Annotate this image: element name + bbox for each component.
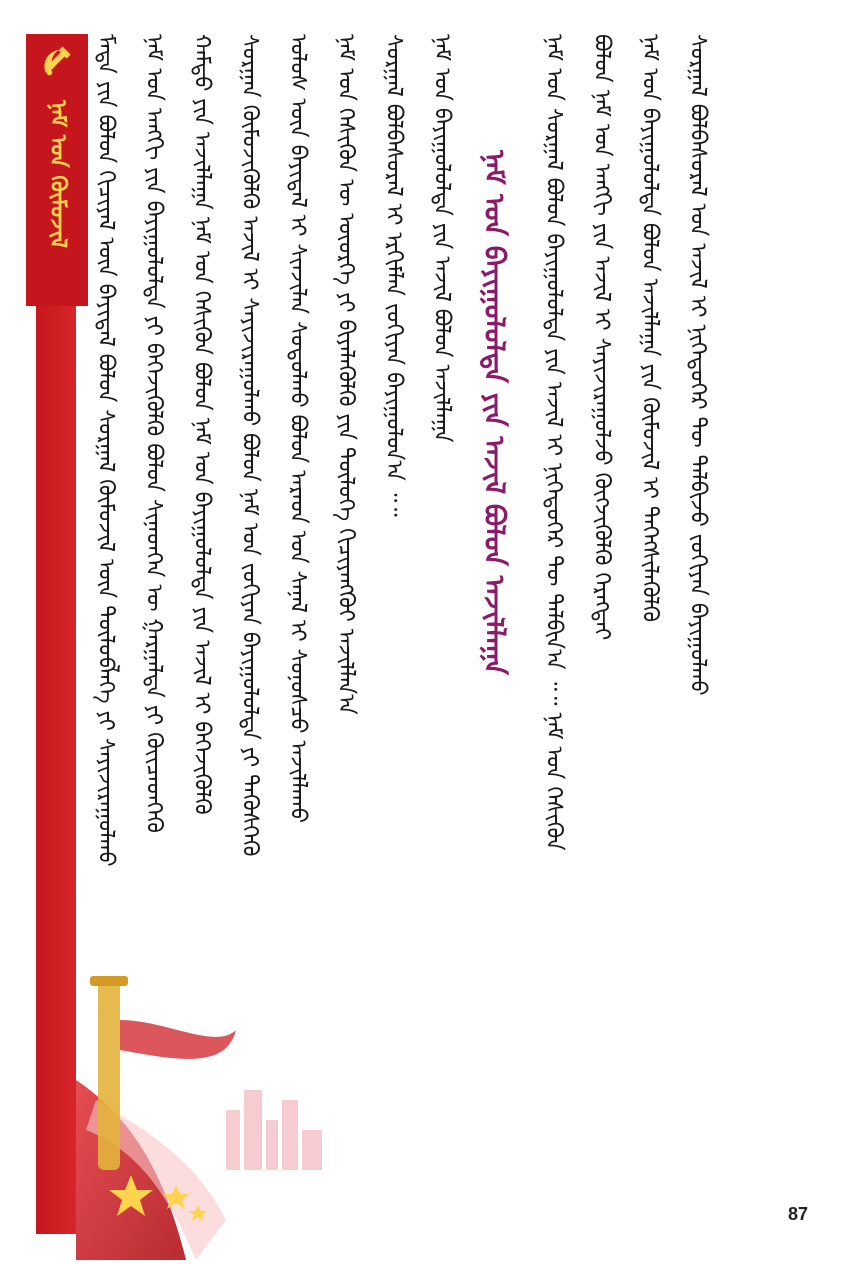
section-heading: ᠨᠠᠮ ᠤᠨ ᠪᠠᠶᠢᠭᠤᠯᠤᠯᠲᠠ ᠶᠢᠨ ᠠᠵᠢᠯ ᠪᠣᠯᠣᠨ ᠠᠵᠢᠯᠯᠠᠭᠠ (478, 150, 511, 675)
page-number: 87 (788, 1204, 809, 1224)
text-column-11: ᠨᠠᠮ ᠤᠨ ᠪᠠᠶᠢᠭᠤᠯᠤᠯᠲᠠ ᠪᠣᠯᠣᠨ ᠠᠵᠢᠯᠯᠠᠭᠠ ᠶᠢᠨ ᠬᠦᠮᠦᠵᠢᠯ ᠢ ᠳᠡᠭᠡᠭᠰᠢᠯᠡᠭᠦᠯᠬᠦ (637, 34, 662, 623)
chapter-title: ᠨᠠᠮ ᠤᠨ ᠬᠦᠮᠦᠵᠢᠯ (45, 100, 70, 249)
text-column-9: ᠨᠠᠮ ᠤᠨ ᠰᠤᠷᠭᠠᠯ ᠪᠣᠯᠣᠨ ᠪᠠᠶᠢᠭᠤᠯᠤᠯᠲᠠ ᠶᠢᠨ ᠠᠵᠢᠯ ᠢ ᠨᠢᠭᠡᠳᠦᠭᠡᠷ ᠲᠦ ᠲᠠᠯᠪᠢᠨ᠎ᠠ ᠃᠃ ᠨᠠᠮ ᠤᠨ ᠭᠡᠰᠢᠭᠦᠨ (541, 34, 566, 851)
text-column-4: ᠰᠤᠷᠭᠠᠨ ᠬᠥᠮᠦᠵᠢᠭᠦᠯᠬᠦ ᠠᠵᠢᠯ ᠢ ᠰᠠᠶᠢᠵᠢᠷᠠᠭᠤᠯᠬᠤ ᠪᠣᠯᠣᠨ ᠨᠠᠮ ᠤᠨ ᠵᠣᠬᠢᠶᠠᠨ ᠪᠠᠶᠢᠭᠤᠯᠤᠯᠲᠠ ᠶᠢ ᠲᠡᠭᠦᠰᠬᠡᠬᠦ (237, 34, 262, 857)
text-column-1: ᠮᠡᠳᠡ ᠶᠢᠨ ᠪᠣᠯᠣᠨ ᠬᠢᠴᠢᠶᠡᠯ ᠦᠨ ᠪᠠᠶᠢᠳᠠᠯ ᠪᠣᠯᠤᠨ ᠰᠤᠷᠭᠠᠯ ᠬᠦᠮᠦᠵᠢᠯ ᠦᠨ ᠲᠥᠯᠦᠪᠯᠡᠭᠡ ᠶᠢ ᠰᠠᠶᠢᠵᠢᠷᠠᠭᠤᠯᠬᠤ (93, 34, 118, 867)
hammer-sickle-icon (38, 44, 76, 82)
text-column-10: ᠪᠣᠯᠣᠨ ᠨᠠᠮ ᠤᠨ ᠠᠩᠭᠢ ᠶᠢᠨ ᠠᠵᠢᠯ ᠢ ᠰᠠᠶᠢᠵᠢᠷᠠᠭᠤᠯᠵᠤ ᠬᠥᠭᠵᠢᠭᠦᠯᠬᠦ ᠬᠡᠷᠡᠭᠲᠡᠢ (589, 34, 614, 641)
text-column-7: ᠰᠤᠷᠭᠠᠯ ᠪᠣᠯᠪᠠᠰᠤᠷᠠᠯ ᠢ ᠡᠷᠬᠢᠮᠯᠡᠨ ᠵᠣᠬᠢᠶᠠᠨ ᠪᠠᠶᠢᠭᠤᠯᠤᠨ᠎ᠠ ᠃᠃ (381, 34, 406, 517)
text-column-8: ᠨᠠᠮ ᠤᠨ ᠪᠠᠶᠢᠭᠤᠯᠤᠯᠲᠠ ᠶᠢᠨ ᠠᠵᠢᠯ ᠪᠣᠯᠣᠨ ᠠᠵᠢᠯᠯᠠᠭᠠ (429, 34, 454, 443)
chapter-badge (26, 34, 88, 306)
text-column-3: ᠬᠠᠮᠲᠤ ᠶᠢᠨ ᠠᠵᠢᠯᠯᠠᠭᠠ ᠨᠠᠮ ᠤᠨ ᠭᠡᠰᠢᠭᠦᠨ ᠪᠣᠯᠣᠨ ᠨᠠᠮ ᠤᠨ ᠪᠠᠶᠢᠭᠤᠯᠤᠯᠲᠠ ᠶᠢᠨ ᠠᠵᠢᠯ ᠢ ᠪᠡᠬᠡᠵᠢᠭᠦᠯᠬᠦ (189, 34, 214, 815)
text-column-12: ᠰᠤᠷᠭᠠᠯ ᠪᠣᠯᠪᠠᠰᠤᠷᠠᠯ ᠤᠨ ᠠᠵᠢᠯ ᠢ ᠨᠢᠭᠡᠳᠦᠭᠡᠷ ᠲᠦ ᠲᠠᠯᠪᠢᠵᠤ ᠵᠣᠬᠢᠶᠠᠨ ᠪᠠᠶᠢᠭᠤᠯᠬᠤ (685, 34, 710, 696)
text-column-5: ᠤᠯᠤᠰ ᠦᠨ ᠪᠠᠶᠢᠳᠠᠯ ᠢ ᠰᠢᠨᠵᠢᠯᠡᠨ ᠰᠤᠳᠤᠯᠬᠤ ᠪᠣᠯᠣᠨ ᠠᠷᠠᠳ ᠤᠨ ᠰᠠᠨᠠᠯ ᠢ ᠰᠣᠨᠣᠰᠴᠤ ᠠᠵᠢᠯᠯᠠᠬᠤ (285, 34, 310, 823)
text-column-6: ᠨᠠᠮ ᠤᠨ ᠭᠡᠰᠢᠭᠦᠨ ᠦ ᠦᠦᠷᠭᠡ ᠶᠢ ᠪᠢᠶᠡᠯᠡᠭᠦᠯᠬᠦ ᠶᠢᠨ ᠲᠥᠯᠦᠭᠡ ᠬᠢᠴᠢᠶᠡᠩᠭᠦᠢ ᠠᠵᠢᠯᠯᠠᠨ᠎ᠠ (333, 34, 358, 715)
text-column-2: ᠨᠠᠮ ᠤᠨ ᠠᠩᠭᠢ ᠶᠢᠨ ᠪᠠᠶᠢᠭᠤᠯᠤᠯᠲᠠ ᠶᠢ ᠪᠡᠬᠡᠵᠢᠭᠦᠯᠬᠦ ᠪᠣᠯᠣᠨ ᠰᠢᠨᠡᠳᠭᠡᠨ ᠦ ᠭᠠᠷᠭᠠᠯᠲᠠ ᠶᠢ ᠭᠦᠢᠴᠡᠳᠬᠡᠬᠦ (141, 34, 166, 833)
